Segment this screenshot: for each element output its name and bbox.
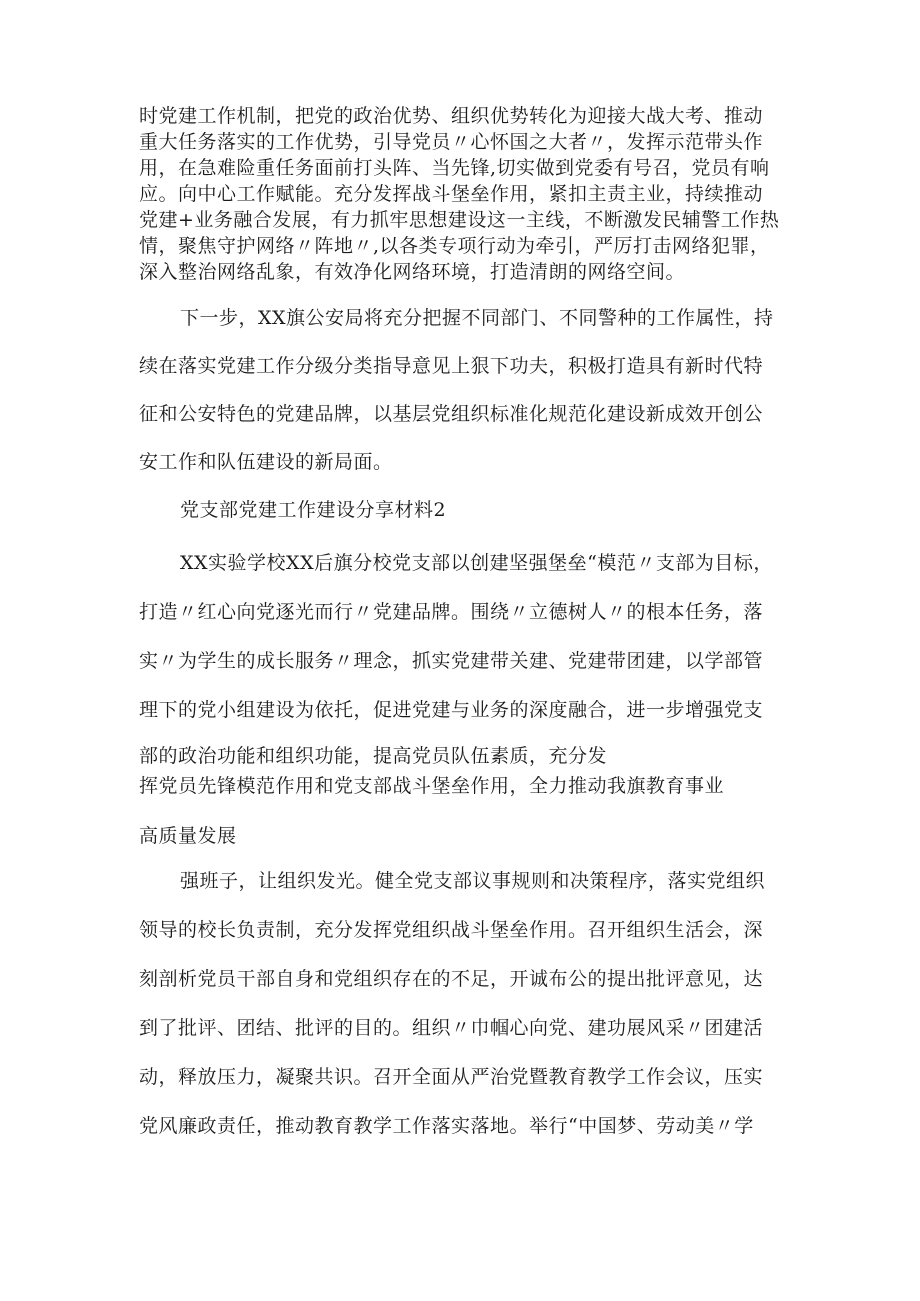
text-line: 理下的党小组建设为依托，促进党建与业务的深度融合，进一步增强党支 — [139, 699, 764, 721]
text-line: 高质量发展 — [139, 825, 237, 847]
text-line: 部的政治功能和组织功能，提高党员队伍素质，充分发 — [139, 745, 608, 767]
text-line: 下一步，XX旗公安局将充分把握不同部门、不同警种的工作属性，持 — [180, 307, 774, 329]
text-line: 打造〃红心向党逐光而行〃党建品牌。围绕〃立德树人〃的根本任务，落 — [139, 601, 764, 623]
text-line: 强班子，让组织发光。健全党支部议事规则和决策程序，落实党组织 — [180, 870, 766, 892]
text-line: 征和公安特色的党建品牌，以基层党组织标准化规范化建设新成效开创公 — [139, 403, 764, 425]
text-line: 实〃为学生的成长服务〃理念，抓实党建带关建、党建带团建，以学部管 — [139, 650, 764, 672]
text-line: 情，聚焦守护网络〃阵地〃,以各类专项行动为牵引，严厉打击网络犯罪， — [139, 235, 770, 257]
text-line: 党建+业务融合发展，有力抓牢思想建设这一主线，不断激发民辅警工作热 — [139, 209, 780, 231]
text-line: 挥党员先锋模范作用和党支部战斗堡垒作用，全力推动我旗教育事业 — [139, 775, 725, 797]
text-line: 领导的校长负责制，充分发挥党组织战斗堡垒作用。召开组织生活会，深 — [139, 919, 764, 941]
text-line: 用，在急难险重任务面前打头阵、当先锋,切实做到党委有号召，党员有响 — [139, 157, 770, 179]
text-line: 安工作和队伍建设的新局面。 — [139, 451, 393, 473]
text-line: 时党建工作机制，把党的政治优势、组织优势转化为迎接大战大考、推动 — [139, 105, 764, 127]
text-line: XX实验学校XX后旗分校党支部以创建坚强堡垒“模范〃支部为目标， — [180, 552, 773, 574]
text-line: 深入整治网络乱象，有效净化网络环境，打造清朗的网络空间。 — [139, 261, 686, 283]
text-line: 动，释放压力，凝聚共识。召开全面从严治党暨教育教学工作会议，压实 — [139, 1066, 764, 1088]
text-line: 应。向中心工作赋能。充分发挥战斗堡垒作用，紧扣主责主业，持续推动 — [139, 183, 764, 205]
text-line: 重大任务落实的工作优势，引导党员〃心怀国之大者〃，发挥示范带头作 — [139, 131, 764, 153]
text-line: 续在落实党建工作分级分类指导意见上狠下功夫，积极打造具有新时代特 — [139, 355, 764, 377]
section-heading: 党支部党建工作建设分享材料2 — [180, 499, 447, 521]
text-line: 党风廉政责任，推动教育教学工作落实落地。举行“中国梦、劳动美〃学 — [139, 1115, 754, 1137]
text-line: 到了批评、团结、批评的目的。组织〃巾帼心向党、建功展风采〃团建活 — [139, 1017, 764, 1039]
text-line: 刻剖析党员干部自身和党组织存在的不足，开诚布公的提出批评意见，达 — [139, 968, 764, 990]
